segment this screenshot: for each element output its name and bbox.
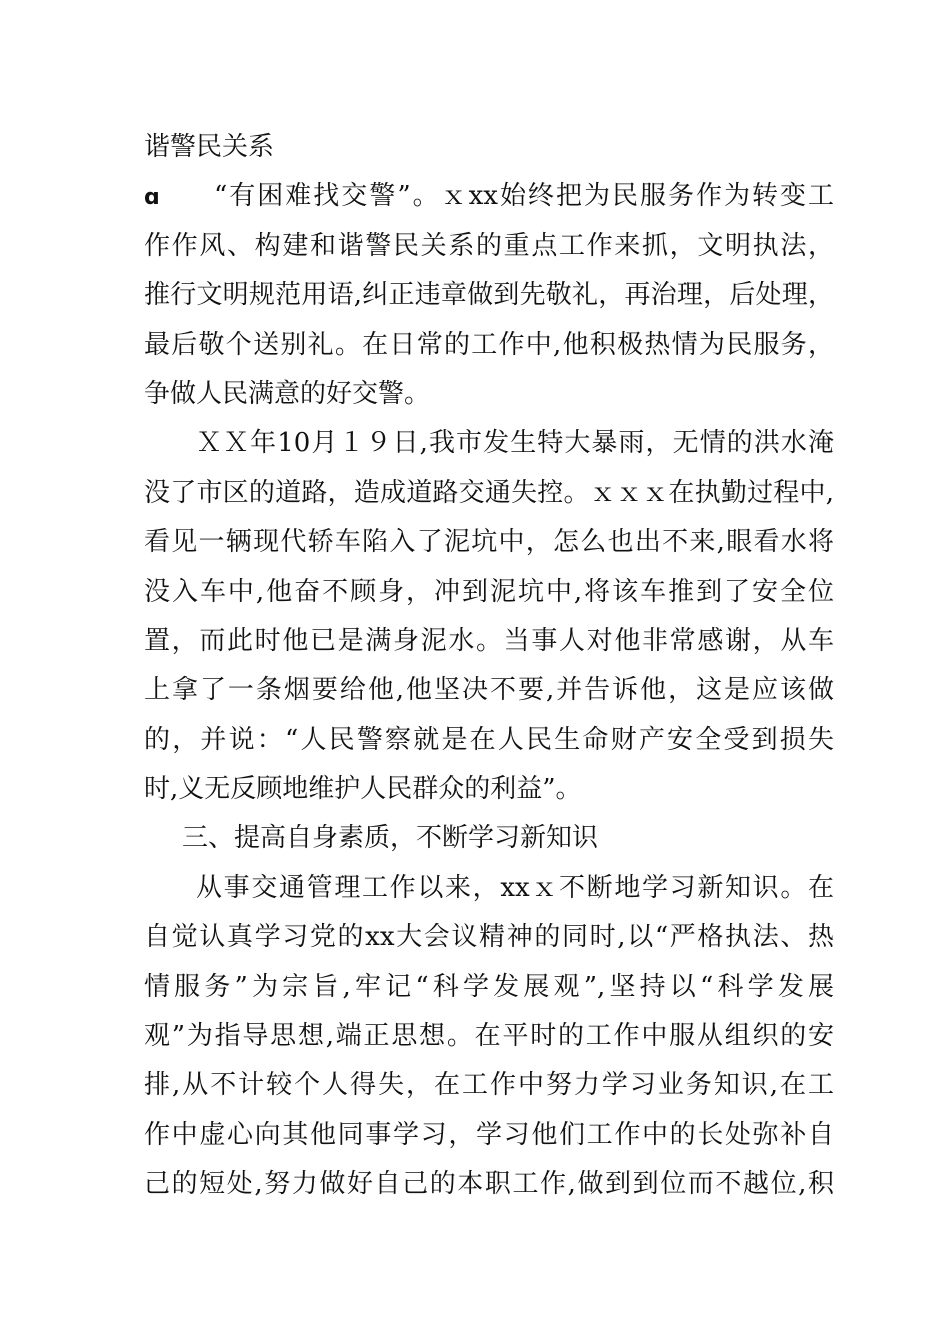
text-line: 上拿了一条烟要给他,他坚决不要,并告诉他，这是应该做 bbox=[144, 675, 834, 706]
text-line: 观”为指导思想,端正思想。在平时的工作中服从组织的安 bbox=[144, 1021, 834, 1052]
text-line: 排,从不计较个人得失，在工作中努力学习业务知识,在工 bbox=[144, 1070, 834, 1101]
text-line: 己的短处,努力做好自己的本职工作,做到到位而不越位,积 bbox=[144, 1169, 834, 1200]
document-body bbox=[144, 123, 834, 1210]
text-line: 谐警民关系 bbox=[144, 132, 275, 162]
text-line: 从事交通管理工作以来，xxｘ不断地学习新知识。在 bbox=[196, 872, 834, 903]
text-line: ＸＸ年10月１９日,我市发生特大暴雨，无情的洪水淹 bbox=[196, 428, 834, 459]
text-line: 作中虚心向其他同事学习，学习他们工作中的长处弥补自 bbox=[144, 1119, 834, 1150]
text-line: 没了市区的道路，造成道路交通失控。ｘｘｘ在执勤过程中, bbox=[144, 477, 834, 508]
text-line bbox=[144, 172, 834, 221]
section-heading: 三、提高自身素质，不断学习新知识 bbox=[182, 823, 599, 854]
text-line: 的，并说：“人民警察就是在人民生命财产安全受到损失 bbox=[144, 724, 834, 755]
text-line: 作作风、构建和谐警民关系的重点工作来抓，文明执法， bbox=[144, 230, 834, 261]
text-line-content: “有困难找交警”。ｘxx始终把为民服务作为转变工 bbox=[214, 181, 834, 212]
text-line: 没入车中,他奋不顾身，冲到泥坑中,将该车推到了安全位 bbox=[144, 576, 834, 607]
text-line: 争做人民满意的好交警。 bbox=[144, 378, 431, 409]
text-line: 最后敬个送别礼。在日常的工作中,他积极热情为民服务， bbox=[144, 329, 834, 360]
text-line: 置，而此时他已是满身泥水。当事人对他非常感谢，从车 bbox=[144, 625, 834, 656]
text-line: 看见一辆现代轿车陷入了泥坑中，怎么也出不来,眼看水将 bbox=[144, 527, 834, 558]
text-line: 时,义无反顾地维护人民群众的利益”。 bbox=[144, 774, 582, 805]
text-line: 情服务”为宗旨,牢记“科学发展观”,坚持以“科学发展 bbox=[144, 971, 834, 1002]
text-line: 自觉认真学习党的xx大会议精神的同时,以“严格执法、热 bbox=[144, 922, 834, 953]
text-line: 推行文明规范用语,纠正违章做到先敬礼，再治理，后处理， bbox=[144, 280, 834, 311]
list-marker: ɑ bbox=[144, 185, 160, 211]
